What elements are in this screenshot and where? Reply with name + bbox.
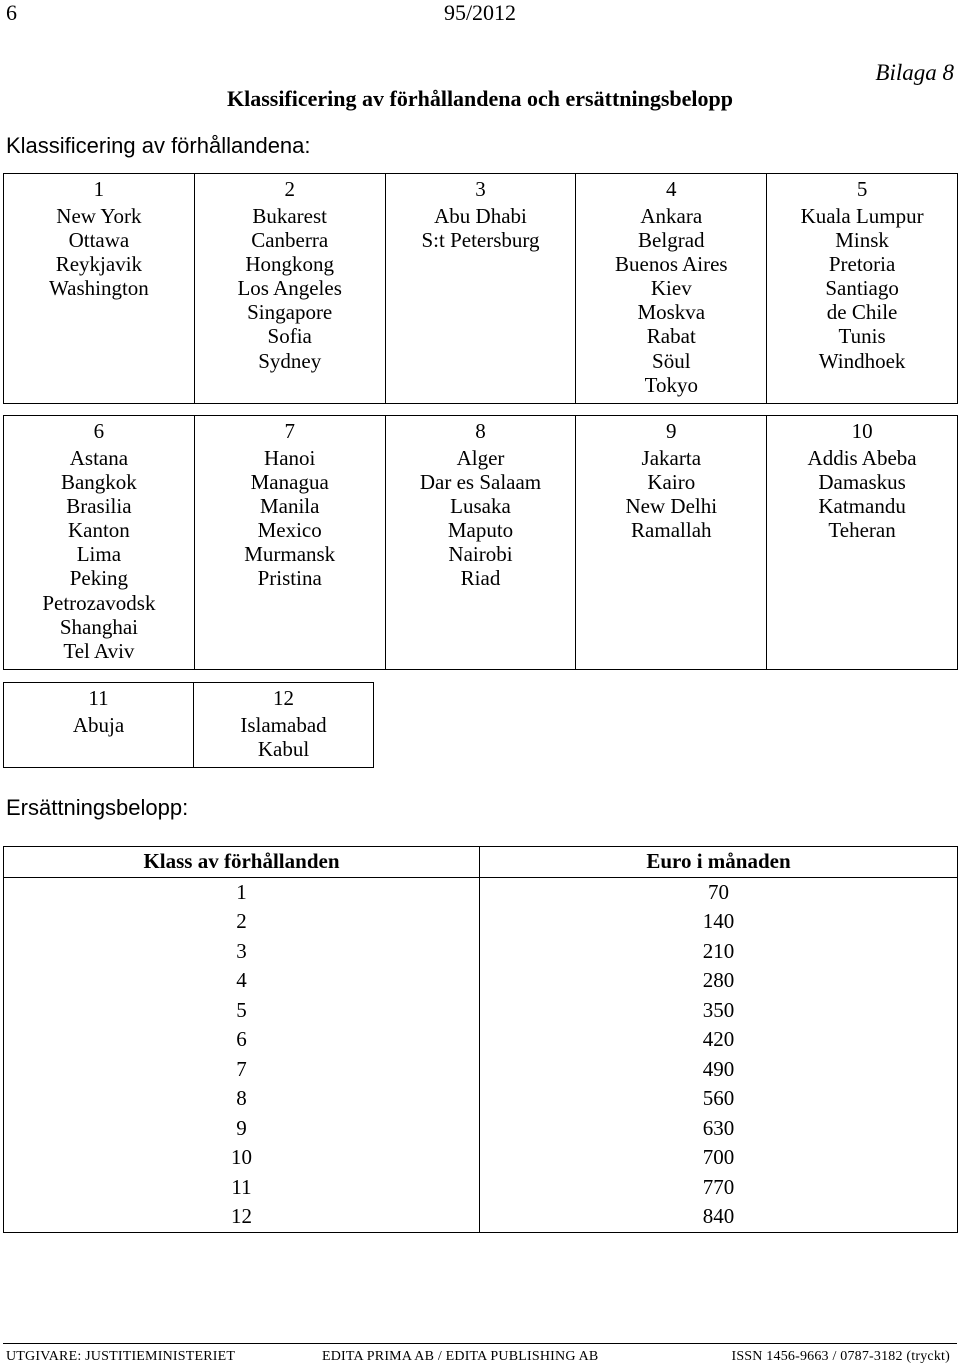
city-name: de Chile xyxy=(826,300,898,325)
city-name: Buenos Aires xyxy=(615,252,728,277)
city-name: Dar es Salaam xyxy=(419,470,542,495)
euro-cell: 140 xyxy=(480,907,958,937)
class-cell: 1 xyxy=(4,877,480,907)
classification-table-row-2 xyxy=(3,415,958,670)
table-row xyxy=(4,1173,958,1203)
city-name: Kanton xyxy=(67,518,130,543)
table-row xyxy=(4,907,958,937)
city-name: Lima xyxy=(76,542,122,567)
city-name: Abu Dhabi xyxy=(434,204,527,228)
city-name: Tokyo xyxy=(644,372,698,397)
class-number: 7 xyxy=(194,416,385,447)
city-name: Los Angeles xyxy=(237,276,342,301)
city-name: Kabul xyxy=(257,737,310,762)
class-cities xyxy=(4,446,195,669)
table-row xyxy=(4,877,958,907)
class-cell: 12 xyxy=(4,1202,480,1232)
city-name: Nairobi xyxy=(448,542,513,567)
page-title: Klassificering av förhållandena och ersättningsbelopp xyxy=(226,86,734,111)
city-name: Singapore xyxy=(247,300,333,325)
euro-cell: 630 xyxy=(480,1114,958,1144)
classification-table-row-1 xyxy=(3,173,958,404)
city-name: Alger xyxy=(456,446,505,470)
city-name: Pretoria xyxy=(828,252,896,277)
euro-cell: 350 xyxy=(480,996,958,1026)
class-cell: 5 xyxy=(4,996,480,1026)
euro-cell: 560 xyxy=(480,1084,958,1114)
city-name: Petrozavodsk xyxy=(42,590,156,615)
city-name: Kiev xyxy=(650,276,692,301)
city-name: Reykjavik xyxy=(55,252,143,277)
city-name: Damaskus xyxy=(818,470,906,495)
class-cell: 9 xyxy=(4,1114,480,1144)
city-name: New York xyxy=(56,204,142,228)
city-name: Addis Abeba xyxy=(807,446,917,470)
class-number: 11 xyxy=(4,683,194,714)
table-row xyxy=(4,1143,958,1173)
city-name: Peking xyxy=(69,566,129,591)
city-name: Belgrad xyxy=(638,228,705,253)
euro-cell: 700 xyxy=(480,1143,958,1173)
issue-number: 95/2012 xyxy=(443,0,517,25)
table-row xyxy=(4,1202,958,1232)
table-row xyxy=(4,1055,958,1085)
class-number: 1 xyxy=(4,174,195,205)
table-row xyxy=(4,1114,958,1144)
euro-cell: 420 xyxy=(480,1025,958,1055)
city-name: Windhoek xyxy=(818,348,906,373)
class-cities xyxy=(576,446,767,669)
class-cell: 4 xyxy=(4,966,480,996)
city-name: Tel Aviv xyxy=(63,638,135,663)
city-name: Hanoi xyxy=(264,446,316,470)
class-number: 10 xyxy=(767,416,958,447)
city-name: Ramallah xyxy=(631,518,712,543)
class-cell: 11 xyxy=(4,1173,480,1203)
city-name: Manila xyxy=(259,494,320,519)
city-name: Moskva xyxy=(637,300,706,325)
footer-printer: EDITA PRIMA AB / EDITA PUBLISHING AB xyxy=(322,1349,599,1364)
city-name: Santiago xyxy=(825,276,899,301)
class-cell: 8 xyxy=(4,1084,480,1114)
compensation-table xyxy=(3,846,958,1233)
column-header-euro: Euro i månaden xyxy=(480,847,958,878)
city-name: Mexico xyxy=(257,518,322,543)
city-name: Sydney xyxy=(258,348,322,373)
footer-divider xyxy=(3,1343,957,1344)
table-row xyxy=(4,966,958,996)
appendix-label: Bilaga 8 xyxy=(875,60,954,85)
euro-cell: 210 xyxy=(480,937,958,967)
city-name: Katmandu xyxy=(818,494,906,519)
city-name: Lusaka xyxy=(450,494,511,519)
city-name: Ottawa xyxy=(68,228,130,253)
classification-heading: Klassificering av förhållandena: xyxy=(6,133,311,158)
class-number: 5 xyxy=(767,174,958,205)
city-name: Söul xyxy=(652,348,691,373)
city-name: Minsk xyxy=(835,228,889,253)
city-name: Astana xyxy=(69,446,129,470)
city-name: Pristina xyxy=(257,566,322,591)
city-name: Kuala Lumpur xyxy=(800,204,924,228)
class-cities xyxy=(576,204,767,403)
class-cities xyxy=(4,204,195,403)
city-name: Brasilia xyxy=(66,494,132,519)
city-name: Jakarta xyxy=(641,446,702,470)
class-cities xyxy=(194,204,385,403)
city-name: Ankara xyxy=(640,204,703,228)
column-header-class: Klass av förhållanden xyxy=(4,847,480,878)
euro-cell: 280 xyxy=(480,966,958,996)
class-number: 8 xyxy=(385,416,576,447)
city-name: New Delhi xyxy=(625,494,718,519)
city-name: Sofia xyxy=(267,324,312,349)
class-number: 2 xyxy=(194,174,385,205)
compensation-heading: Ersättningsbelopp: xyxy=(6,795,189,820)
classification-table-row-3 xyxy=(3,682,374,768)
class-cell: 2 xyxy=(4,907,480,937)
class-cities xyxy=(767,446,958,669)
city-name: S:t Petersburg xyxy=(421,228,540,253)
city-name: Murmansk xyxy=(244,542,336,567)
class-cities xyxy=(194,446,385,669)
city-name: Riad xyxy=(460,566,501,591)
city-name: Teheran xyxy=(828,518,896,543)
class-number: 6 xyxy=(4,416,195,447)
city-name: Rabat xyxy=(646,324,696,349)
footer-issn: ISSN 1456-9663 / 0787-3182 (tryckt) xyxy=(731,1349,950,1364)
city-name: Tunis xyxy=(838,324,886,349)
class-number: 3 xyxy=(385,174,576,205)
euro-cell: 840 xyxy=(480,1202,958,1232)
euro-cell: 490 xyxy=(480,1055,958,1085)
city-name: Bangkok xyxy=(60,470,137,495)
class-cell: 6 xyxy=(4,1025,480,1055)
class-cities xyxy=(385,446,576,669)
city-name: Washington xyxy=(48,276,149,301)
class-cities xyxy=(767,204,958,403)
class-cell: 7 xyxy=(4,1055,480,1085)
class-number: 9 xyxy=(576,416,767,447)
class-cities xyxy=(385,204,576,403)
city-name: Islamabad xyxy=(240,713,327,737)
city-name: Kairo xyxy=(647,470,696,495)
table-row xyxy=(4,937,958,967)
class-cities xyxy=(194,713,374,768)
class-cell: 3 xyxy=(4,937,480,967)
city-name: Managua xyxy=(250,470,329,495)
class-cell: 10 xyxy=(4,1143,480,1173)
class-number: 12 xyxy=(194,683,374,714)
class-number: 4 xyxy=(576,174,767,205)
table-row xyxy=(4,1025,958,1055)
city-name: Bukarest xyxy=(252,204,328,228)
city-name: Maputo xyxy=(447,518,514,543)
class-cities xyxy=(4,713,194,768)
euro-cell: 770 xyxy=(480,1173,958,1203)
city-name: Abuja xyxy=(72,713,125,737)
table-row xyxy=(4,1084,958,1114)
footer-publisher: UTGIVARE: JUSTITIEMINISTERIET xyxy=(6,1349,236,1364)
city-name: Hongkong xyxy=(245,252,335,277)
table-row xyxy=(4,996,958,1026)
page-number: 6 xyxy=(6,0,17,25)
euro-cell: 70 xyxy=(480,877,958,907)
city-name: Shanghai xyxy=(59,614,138,639)
city-name: Canberra xyxy=(251,228,329,253)
